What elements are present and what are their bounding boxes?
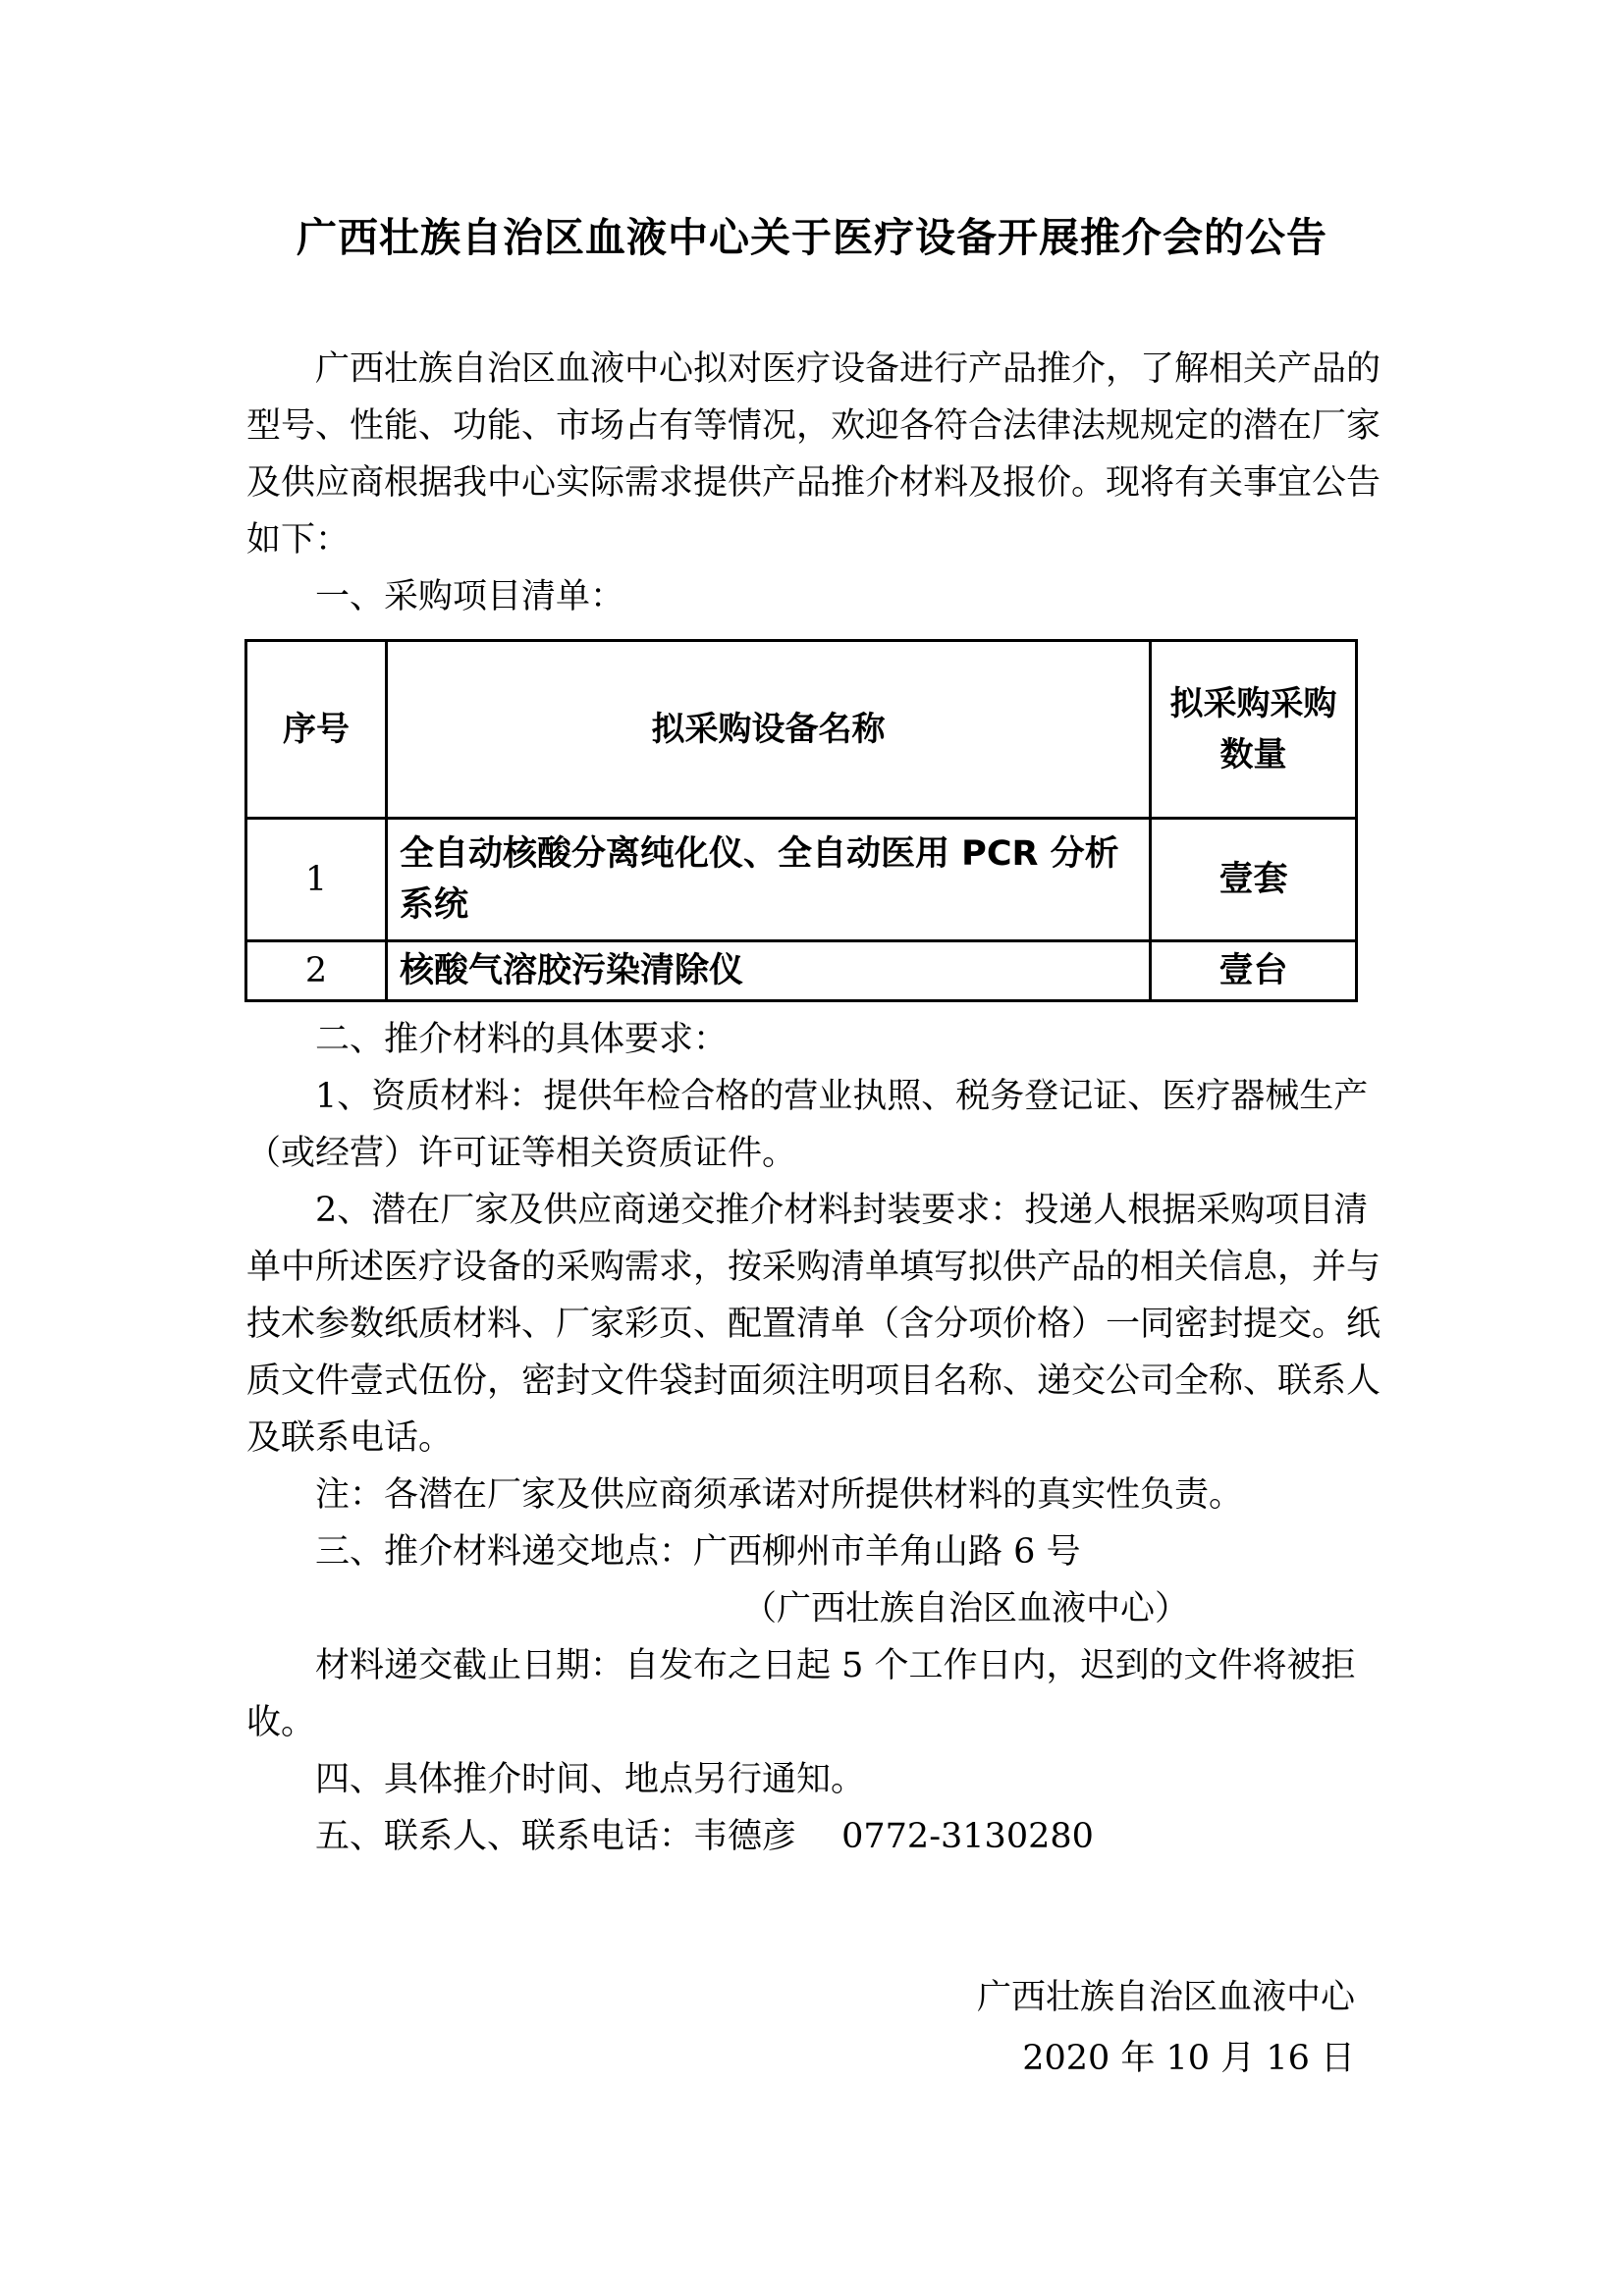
signature-block: [977, 1967, 1355, 2089]
row-seq: 2: [246, 941, 387, 1001]
signature-date: 2020 年 10 月 16 日: [1022, 2039, 1355, 2078]
note-text: 注：各潜在厂家及供应商须承诺对所提供材料的真实性负责。: [315, 1475, 1244, 1515]
address-organization: （广西壮族自治区血液中心）: [742, 1589, 1190, 1629]
row-qty: 壹台: [1151, 941, 1357, 1001]
requirement-1: 1、资质材料：提供年检合格的营业执照、税务登记证、医疗器械生产（或经营）许可证等相关资质证件。: [246, 1077, 1369, 1173]
intro-block: [246, 341, 1383, 625]
row-qty: 壹套: [1151, 819, 1357, 941]
procurement-table: [244, 639, 1358, 1002]
section2-heading: 二、推介材料的具体要求：: [315, 1020, 729, 1059]
row-name: 核酸气溶胶污染清除仪: [387, 941, 1151, 1001]
header-name: 拟采购设备名称: [387, 641, 1151, 819]
row-seq: 1: [246, 819, 387, 941]
table-row: [246, 941, 1357, 1001]
section3-heading: 三、推介材料递交地点：广西柳州市羊角山路 6 号: [315, 1532, 1081, 1572]
section5-contact: 五、联系人、联系电话：韦德彦 0772-3130280: [315, 1817, 1094, 1856]
row-name: 全自动核酸分离纯化仪、全自动医用 PCR 分析系统: [387, 819, 1151, 941]
deadline-text: 材料递交截止日期：自发布之日起 5 个工作日内，迟到的文件将被拒收。: [246, 1646, 1356, 1742]
document-title: 广西壮族自治区血液中心关于医疗设备开展推介会的公告: [297, 214, 1327, 261]
table-row: [246, 819, 1357, 941]
intro-paragraph: 广西壮族自治区血液中心拟对医疗设备进行产品推介，了解相关产品的型号、性能、功能、市场占有等情况，欢迎各符合法律法规规定的潜在厂家及供应商根据我中心实际需求提供产品推介材料及报价。现将有关事宜公告如下：: [246, 349, 1381, 560]
header-seq: 序号: [246, 641, 387, 819]
header-qty: 拟采购采购数量: [1151, 641, 1357, 819]
section1-heading: 一、采购项目清单：: [315, 577, 625, 616]
section4-text: 四、具体推介时间、地点另行通知。: [315, 1760, 866, 1799]
requirements-block: [246, 1011, 1383, 1865]
table-header-row: [246, 641, 1357, 819]
requirement-2: 2、潜在厂家及供应商递交推介材料封装要求：投递人根据采购项目清单中所述医疗设备的采购需求，按采购清单填写拟供产品的相关信息，并与技术参数纸质材料、厂家彩页、配置清单（含分项价格）一同密封提交。纸质文件壹式伍份，密封文件袋封面须注明项目名称、递交公司全称、联系人及联系电话。: [246, 1191, 1381, 1458]
signature-org: 广西壮族自治区血液中心: [976, 1978, 1355, 2017]
